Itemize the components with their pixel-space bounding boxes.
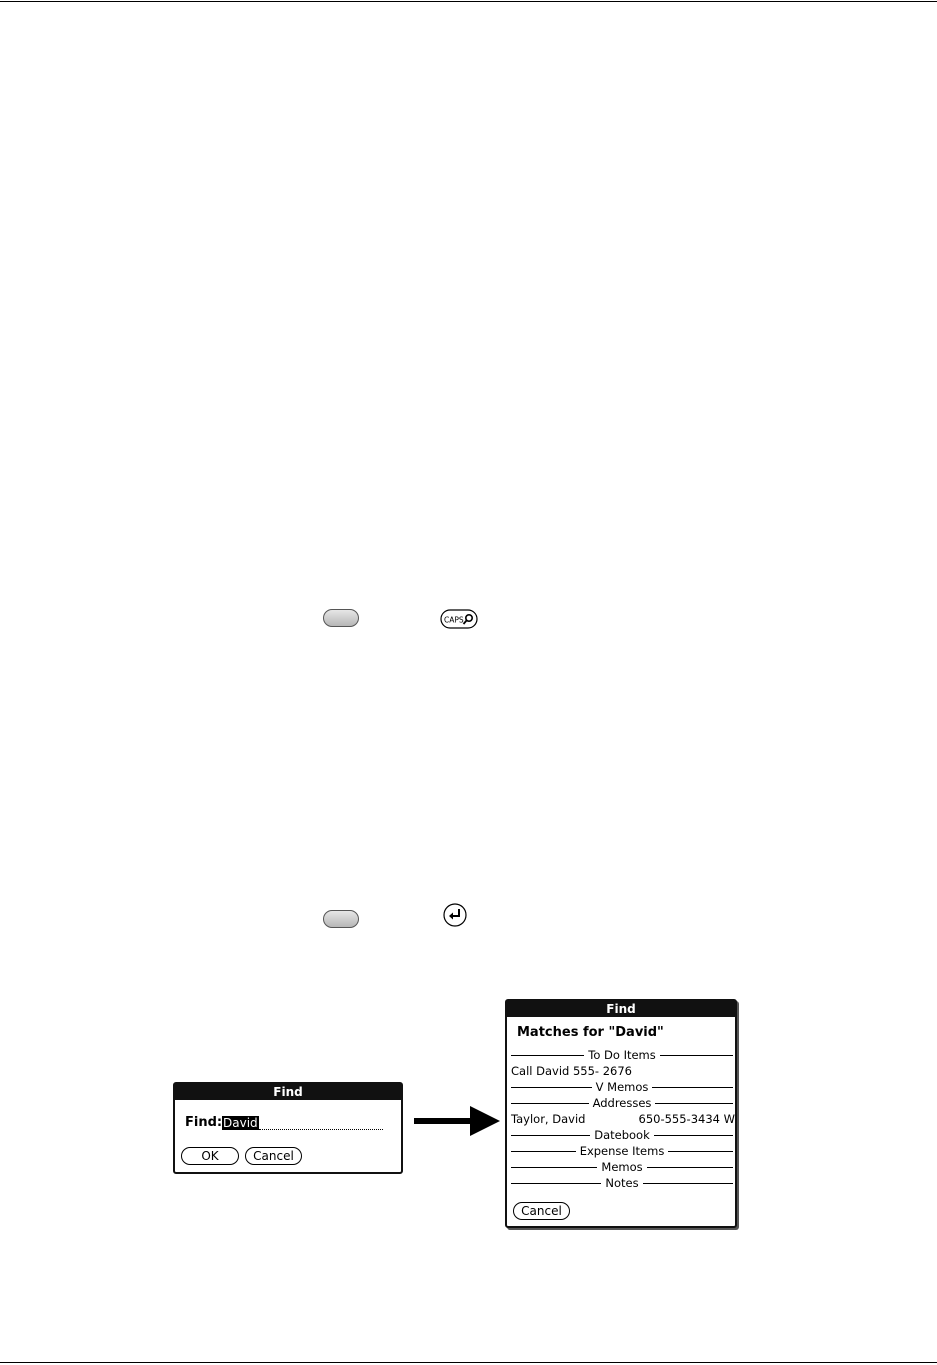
section-header-datebook[interactable]: Datebook — [511, 1127, 733, 1143]
arrow-right-icon — [414, 1106, 500, 1140]
matches-heading: Matches for "David" — [517, 1025, 664, 1040]
command-stroke-icon — [323, 910, 359, 928]
caps-find-icon — [440, 609, 478, 633]
find-dialog-title: Find — [175, 1084, 401, 1100]
result-row-call-david[interactable]: Call David 555- 2676 — [511, 1064, 633, 1078]
section-header-vmemos[interactable]: V Memos — [511, 1079, 733, 1095]
section-header-memos[interactable]: Memos — [511, 1159, 733, 1175]
cancel-button[interactable]: Cancel — [245, 1147, 302, 1165]
command-stroke-icon — [323, 609, 359, 627]
result-phone: 650-555-3434 W — [638, 1112, 735, 1126]
caps-find-label: CAPS — [444, 615, 464, 625]
results-dialog-title: Find — [507, 1001, 735, 1017]
find-results-dialog — [505, 999, 737, 1228]
section-header-todo[interactable]: To Do Items — [511, 1047, 733, 1063]
find-field-label: Find: — [185, 1115, 223, 1130]
header-rule — [0, 1, 937, 2]
section-header-notes[interactable]: Notes — [511, 1175, 733, 1191]
result-row-taylor-david[interactable]: Taylor, David 650-555-3434 W — [511, 1112, 735, 1126]
ok-button[interactable]: OK — [181, 1147, 239, 1165]
find-input-underline — [259, 1129, 383, 1130]
results-cancel-button[interactable]: Cancel — [513, 1202, 570, 1220]
return-icon — [442, 902, 468, 932]
section-header-addresses[interactable]: Addresses — [511, 1095, 733, 1111]
section-header-expense[interactable]: Expense Items — [511, 1143, 733, 1159]
find-input[interactable]: David — [223, 1116, 258, 1130]
footer-rule — [0, 1362, 937, 1363]
find-dialog — [173, 1082, 403, 1174]
